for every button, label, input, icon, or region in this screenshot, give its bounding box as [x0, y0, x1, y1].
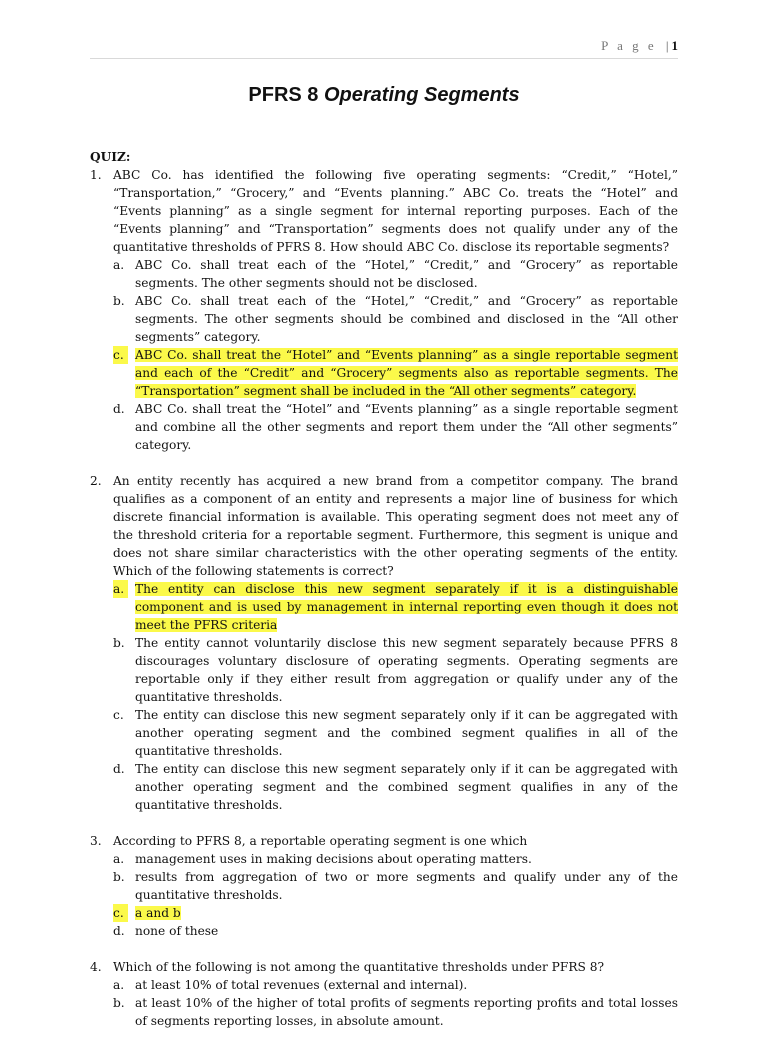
- option-text: none of these: [135, 924, 219, 938]
- option-4b: [113, 994, 678, 1030]
- question-text: Which of the following is not among the quantitative thresholds under PFRS 8?: [113, 960, 605, 974]
- question-number: 2.: [90, 474, 102, 488]
- question-text: According to PFRS 8, a reportable operating segment is one which: [113, 834, 528, 848]
- highlighted-answer: The entity can disclose this new segment separately if it is a distinguishable component and is used by management in internal reporting even though it does not meet the PFRS criteria: [135, 582, 678, 632]
- option-label: a.: [113, 580, 128, 598]
- question-2: [90, 472, 678, 814]
- page-separator: |: [665, 38, 669, 53]
- option-text: [135, 346, 678, 400]
- option-label: b.: [113, 870, 125, 884]
- option-text: at least 10% of total revenues (external and internal).: [135, 978, 468, 992]
- option-list: [113, 256, 678, 454]
- option-3a: [113, 850, 678, 868]
- quiz-label: QUIZ:: [90, 150, 131, 164]
- option-list: [113, 850, 678, 940]
- page-word: P a g e: [601, 38, 657, 53]
- option-text: The entity cannot voluntarily disclose this new segment separately because PFRS 8 discourages voluntary disclosure of operating segments. Operating segments are reportable only if they either result from aggregation or qualify under any of the quantitative thresholds.: [135, 636, 678, 704]
- option-label: a.: [113, 258, 125, 272]
- option-list: [113, 976, 678, 1030]
- highlighted-answer: ABC Co. shall treat the “Hotel” and “Events planning” as a single reportable segment and each of the “Credit” and “Grocery” segments also as reportable segments. The “Transportation” segment shall be included in the “All other segments” category.: [135, 348, 678, 398]
- option-text: ABC Co. shall treat each of the “Hotel,” “Credit,” and “Grocery” as reportable segments. The other segments should be combined and disclosed in the “All other segments” category.: [135, 294, 678, 344]
- option-text: [135, 580, 678, 634]
- option-label: c.: [113, 346, 128, 364]
- option-text: ABC Co. shall treat the “Hotel” and “Events planning” as a single reportable segment and combine all the other segments and report them under the “All other segments” category.: [135, 402, 678, 452]
- option-4a: [113, 976, 678, 994]
- option-1a: [113, 256, 678, 292]
- option-2d: [113, 760, 678, 814]
- page-header: [90, 38, 678, 59]
- question-list: [90, 166, 678, 1030]
- question-number: 4.: [90, 960, 102, 974]
- option-list: [113, 580, 678, 814]
- option-2c: [113, 706, 678, 760]
- option-label: a.: [113, 852, 125, 866]
- option-text: at least 10% of the higher of total profits of segments reporting profits and total losses of segments reporting losses, in absolute amount.: [135, 996, 678, 1028]
- title-main: PFRS 8: [248, 84, 319, 106]
- question-number: 1.: [90, 168, 102, 182]
- option-label: b.: [113, 636, 125, 650]
- option-text: The entity can disclose this new segment separately only if it can be aggregated with another operating segment and the combined segment qualifies in any of the quantitative thresholds.: [135, 762, 678, 812]
- option-text: management uses in making decisions about operating matters.: [135, 852, 532, 866]
- question-1: [90, 166, 678, 454]
- question-3: [90, 832, 678, 940]
- page-number: 1: [671, 38, 678, 53]
- option-3c-highlighted: [113, 904, 678, 922]
- document-body: [90, 148, 678, 1048]
- option-label: b.: [113, 294, 125, 308]
- option-3d: [113, 922, 678, 940]
- option-1b: [113, 292, 678, 346]
- option-text: ABC Co. shall treat each of the “Hotel,” “Credit,” and “Grocery” as reportable segments. The other segments should not be disclosed.: [135, 258, 678, 290]
- document-title: [0, 84, 768, 107]
- option-text: [135, 904, 678, 922]
- highlighted-answer: a and b: [135, 906, 181, 920]
- option-2a-highlighted: [113, 580, 678, 634]
- option-1c-highlighted: [113, 346, 678, 400]
- option-label: d.: [113, 402, 125, 416]
- option-3b: [113, 868, 678, 904]
- option-label: b.: [113, 996, 125, 1010]
- question-number: 3.: [90, 834, 102, 848]
- option-label: c.: [113, 904, 128, 922]
- option-label: a.: [113, 978, 125, 992]
- question-4: [90, 958, 678, 1030]
- option-label: d.: [113, 762, 125, 776]
- option-1d: [113, 400, 678, 454]
- option-label: d.: [113, 924, 125, 938]
- option-text: results from aggregation of two or more segments and qualify under any of the quantitative thresholds.: [135, 870, 678, 902]
- title-italic: Operating Segments: [323, 84, 520, 106]
- option-text: The entity can disclose this new segment separately only if it can be aggregated with another operating segment and the combined segment qualifies in all of the quantitative thresholds.: [135, 708, 678, 758]
- question-text: An entity recently has acquired a new brand from a competitor company. The brand qualifies as a component of an entity and represents a major line of business for which discrete financial information is available. This operating segment does not meet any of the threshold criteria for a reportable segment. Furthermore, this segment is unique and does not share similar characteristics with the other operating segments of the entity. Which of the following statements is correct?: [113, 474, 678, 578]
- question-text: ABC Co. has identified the following five operating segments: “Credit,” “Hotel,” “Transportation,” “Grocery,” and “Events planning.” ABC Co. treats the “Hotel” and “Events planning” as a single segment for internal reporting purposes. Each of the “Events planning” and “Transportation” segments does not qualify under any of the quantitative thresholds of PFRS 8. How should ABC Co. disclose its reportable segments?: [113, 168, 678, 254]
- option-label: c.: [113, 708, 124, 722]
- option-2b: [113, 634, 678, 706]
